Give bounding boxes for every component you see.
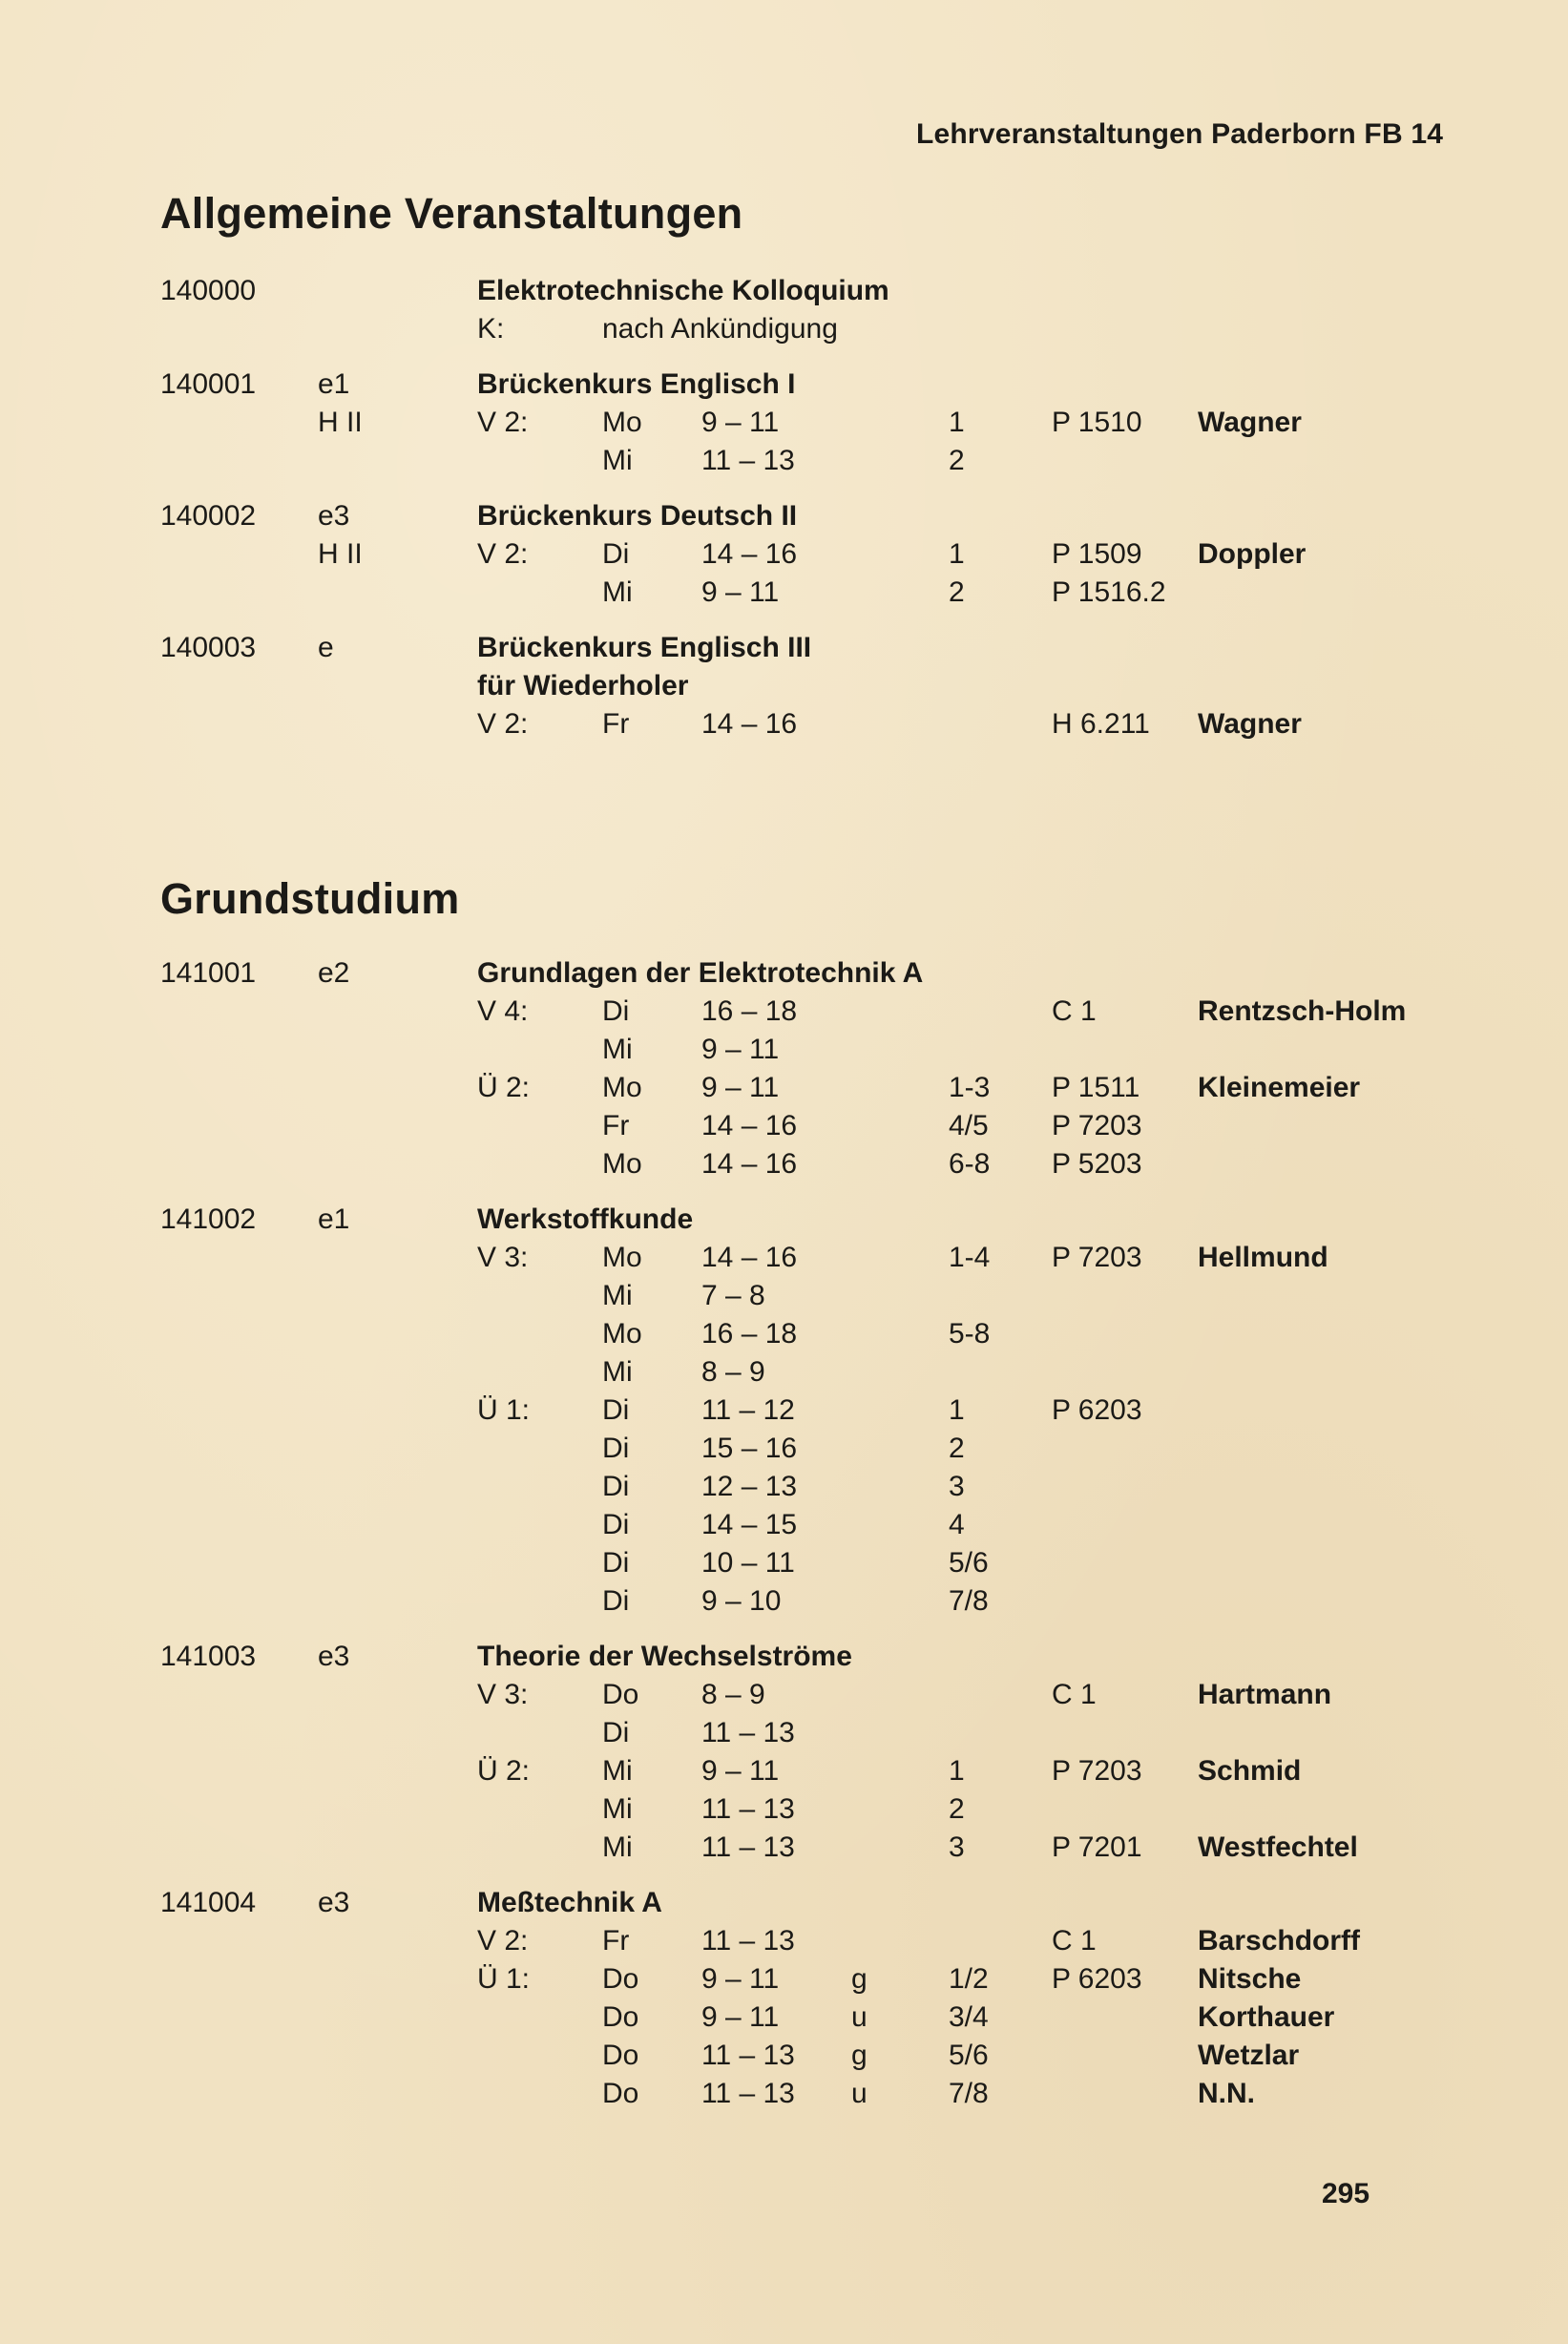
- time-slot: 9 – 11: [701, 1072, 780, 1103]
- time-slot: 14 – 16: [701, 1148, 798, 1180]
- weekday: Mo: [602, 407, 642, 438]
- course-number: 140003: [160, 632, 257, 663]
- course-title: Meßtechnik A: [477, 1887, 662, 1918]
- session-type: Ü 1:: [477, 1963, 531, 1995]
- weekday: Mi: [602, 445, 633, 476]
- course-title: Brückenkurs Englisch I: [477, 368, 796, 400]
- group-number: 5-8: [949, 1318, 991, 1350]
- course-number: 141002: [160, 1203, 257, 1235]
- room: P 6203: [1052, 1394, 1142, 1426]
- course-number: 141003: [160, 1641, 257, 1672]
- schedule-row: [0, 1790, 1568, 1829]
- weekday: Di: [602, 1585, 630, 1617]
- course-code: e1: [318, 1203, 350, 1235]
- weekday: Mi: [602, 1034, 633, 1065]
- lecturer: Wetzlar: [1198, 2040, 1300, 2071]
- time-slot: 11 – 13: [701, 1793, 795, 1825]
- lecturer: Rentzsch-Holm: [1198, 995, 1407, 1027]
- session-type: V 4:: [477, 995, 529, 1027]
- group-number: 1: [949, 538, 965, 570]
- course-code: e3: [318, 1641, 350, 1672]
- course-title-row: [0, 1884, 1568, 1922]
- lecturer: Korthauer: [1198, 2001, 1335, 2033]
- course-entry: [0, 497, 1568, 612]
- course-title: Brückenkurs Englisch III: [477, 632, 812, 663]
- weekday: Di: [602, 1433, 630, 1464]
- course-level: H II: [318, 407, 363, 438]
- course-list-grundstudium: [0, 954, 1568, 2130]
- room: P 1509: [1052, 538, 1142, 570]
- time-slot: 9 – 11: [701, 576, 780, 608]
- schedule-row: [0, 1752, 1568, 1790]
- room: P 7203: [1052, 1242, 1142, 1273]
- schedule-row: [0, 1353, 1568, 1392]
- group-number: 7/8: [949, 1585, 989, 1617]
- group-marker: u: [851, 2001, 868, 2033]
- time-slot: 12 – 13: [701, 1471, 798, 1502]
- course-title-row: [0, 1638, 1568, 1676]
- room: P 7203: [1052, 1755, 1142, 1787]
- course-number: 140001: [160, 368, 257, 400]
- time-slot: 11 – 13: [701, 2040, 795, 2071]
- time-slot: 9 – 11: [701, 1963, 780, 1995]
- group-number: 1/2: [949, 1963, 989, 1995]
- course-title-row: [0, 1201, 1568, 1239]
- weekday: Mo: [602, 1072, 642, 1103]
- room: P 5203: [1052, 1148, 1142, 1180]
- schedule-row: [0, 1922, 1568, 1960]
- weekday: Mi: [602, 1280, 633, 1311]
- time-slot: 9 – 10: [701, 1585, 782, 1617]
- schedule-row: [0, 1468, 1568, 1506]
- group-number: 3: [949, 1471, 965, 1502]
- course-entry: [0, 272, 1568, 348]
- course-title: Werkstoffkunde: [477, 1203, 694, 1235]
- time-slot: 11 – 13: [701, 1717, 795, 1748]
- course-title: für Wiederholer: [477, 670, 689, 701]
- schedule-row: [0, 442, 1568, 480]
- schedule-row: [0, 574, 1568, 612]
- weekday: Fr: [602, 1925, 630, 1957]
- lecturer: Wagner: [1198, 708, 1302, 740]
- time-slot: 14 – 15: [701, 1509, 798, 1540]
- group-number: 2: [949, 1793, 965, 1825]
- lecturer: Wagner: [1198, 407, 1302, 438]
- lecturer: Hartmann: [1198, 1679, 1332, 1710]
- session-type: Ü 2:: [477, 1755, 531, 1787]
- group-marker: g: [851, 1963, 868, 1995]
- session-type: K:: [477, 313, 505, 345]
- schedule-row: [0, 1239, 1568, 1277]
- weekday: Mi: [602, 1793, 633, 1825]
- lecturer: Westfechtel: [1198, 1831, 1358, 1863]
- room: P 1510: [1052, 407, 1142, 438]
- time-slot: 14 – 16: [701, 708, 798, 740]
- course-title-row: [0, 629, 1568, 667]
- lecturer: Kleinemeier: [1198, 1072, 1361, 1103]
- weekday: Di: [602, 1717, 630, 1748]
- group-number: 2: [949, 1433, 965, 1464]
- group-number: 3/4: [949, 2001, 989, 2033]
- course-title-row: [0, 497, 1568, 535]
- schedule-row: [0, 1582, 1568, 1621]
- time-slot: 10 – 11: [701, 1547, 795, 1579]
- lecturer: N.N.: [1198, 2078, 1255, 2109]
- weekday: Fr: [602, 708, 630, 740]
- time-slot: 9 – 11: [701, 2001, 780, 2033]
- time-slot: 9 – 11: [701, 1034, 780, 1065]
- course-title-row: [0, 272, 1568, 310]
- group-number: 1: [949, 1394, 965, 1426]
- schedule-row: [0, 1506, 1568, 1544]
- weekday: Fr: [602, 1110, 630, 1141]
- group-number: 3: [949, 1831, 965, 1863]
- room: P 7203: [1052, 1110, 1142, 1141]
- time-slot: 14 – 16: [701, 538, 798, 570]
- course-entry: [0, 1638, 1568, 1867]
- time-slot: 14 – 16: [701, 1242, 798, 1273]
- weekday: Di: [602, 1509, 630, 1540]
- lecturer: Schmid: [1198, 1755, 1302, 1787]
- weekday: Do: [602, 2001, 639, 2033]
- course-code: e3: [318, 500, 350, 532]
- session-type: V 2:: [477, 708, 529, 740]
- section-title-grundstudium: Grundstudium: [160, 874, 460, 923]
- group-marker: g: [851, 2040, 868, 2071]
- time-slot: 16 – 18: [701, 995, 798, 1027]
- time-slot: 7 – 8: [701, 1280, 765, 1311]
- room: P 1511: [1052, 1072, 1140, 1103]
- course-number: 141004: [160, 1887, 257, 1918]
- weekday: Mi: [602, 1356, 633, 1388]
- weekday: Di: [602, 1547, 630, 1579]
- session-type: V 3:: [477, 1679, 529, 1710]
- course-title: Grundlagen der Elektrotechnik A: [477, 957, 924, 989]
- schedule-row: [0, 1145, 1568, 1183]
- group-number: 4: [949, 1509, 965, 1540]
- weekday: Di: [602, 995, 630, 1027]
- session-type: V 2:: [477, 407, 529, 438]
- group-number: 7/8: [949, 2078, 989, 2109]
- schedule-row: [0, 1107, 1568, 1145]
- time-slot: 9 – 11: [701, 407, 780, 438]
- session-note: nach Ankündigung: [602, 313, 838, 345]
- section-title-allgemeine: Allgemeine Veranstaltungen: [160, 189, 743, 238]
- schedule-row: [0, 535, 1568, 574]
- schedule-row: [0, 310, 1568, 348]
- course-title: Theorie der Wechselströme: [477, 1641, 852, 1672]
- course-number: 141001: [160, 957, 257, 989]
- weekday: Mi: [602, 1755, 633, 1787]
- course-entry: [0, 366, 1568, 480]
- course-entry: [0, 629, 1568, 743]
- course-code: e3: [318, 1887, 350, 1918]
- room: P 6203: [1052, 1963, 1142, 1995]
- weekday: Di: [602, 538, 630, 570]
- weekday: Di: [602, 1394, 630, 1426]
- schedule-row: [0, 1392, 1568, 1430]
- schedule-row: [0, 1676, 1568, 1714]
- weekday: Mo: [602, 1242, 642, 1273]
- weekday: Di: [602, 1471, 630, 1502]
- weekday: Do: [602, 1679, 639, 1710]
- course-code: e2: [318, 957, 350, 989]
- schedule-row: [0, 1069, 1568, 1107]
- room: P 1516.2: [1052, 576, 1166, 608]
- weekday: Mi: [602, 576, 633, 608]
- course-level: H II: [318, 538, 363, 570]
- schedule-row: [0, 1714, 1568, 1752]
- room: C 1: [1052, 1925, 1097, 1957]
- course-number: 140002: [160, 500, 257, 532]
- page-number: 295: [1322, 2178, 1370, 2209]
- course-title-row: [0, 366, 1568, 404]
- time-slot: 11 – 13: [701, 1925, 795, 1957]
- course-entry: [0, 1201, 1568, 1621]
- time-slot: 11 – 12: [701, 1394, 795, 1426]
- course-title-row: [0, 667, 1568, 705]
- schedule-row: [0, 1277, 1568, 1315]
- course-entry: [0, 1884, 1568, 2113]
- weekday: Do: [602, 2040, 639, 2071]
- session-type: V 2:: [477, 538, 529, 570]
- course-entry: [0, 954, 1568, 1183]
- weekday: Mo: [602, 1318, 642, 1350]
- group-number: 5/6: [949, 2040, 989, 2071]
- lecturer: Doppler: [1198, 538, 1307, 570]
- lecturer: Barschdorff: [1198, 1925, 1361, 1957]
- time-slot: 16 – 18: [701, 1318, 798, 1350]
- course-number: 140000: [160, 275, 257, 306]
- room: H 6.211: [1052, 708, 1150, 740]
- time-slot: 11 – 13: [701, 1831, 795, 1863]
- weekday: Do: [602, 1963, 639, 1995]
- group-number: 6-8: [949, 1148, 991, 1180]
- running-head: Lehrveranstaltungen Paderborn FB 14: [916, 118, 1444, 150]
- group-number: 4/5: [949, 1110, 989, 1141]
- course-title-row: [0, 954, 1568, 993]
- schedule-row: [0, 1430, 1568, 1468]
- schedule-row: [0, 1829, 1568, 1867]
- session-type: Ü 2:: [477, 1072, 531, 1103]
- time-slot: 9 – 11: [701, 1755, 780, 1787]
- schedule-row: [0, 705, 1568, 743]
- course-title: Elektrotechnische Kolloquium: [477, 275, 889, 306]
- course-code: e: [318, 632, 334, 663]
- schedule-row: [0, 993, 1568, 1031]
- group-number: 2: [949, 576, 965, 608]
- schedule-row: [0, 404, 1568, 442]
- room: C 1: [1052, 1679, 1097, 1710]
- schedule-row: [0, 2037, 1568, 2075]
- time-slot: 8 – 9: [701, 1679, 765, 1710]
- weekday: Mi: [602, 1831, 633, 1863]
- room: P 7201: [1052, 1831, 1142, 1863]
- group-number: 5/6: [949, 1547, 989, 1579]
- schedule-row: [0, 1315, 1568, 1353]
- group-number: 1: [949, 407, 965, 438]
- group-marker: u: [851, 2078, 868, 2109]
- group-number: 1-3: [949, 1072, 991, 1103]
- session-type: V 2:: [477, 1925, 529, 1957]
- time-slot: 15 – 16: [701, 1433, 798, 1464]
- course-code: e1: [318, 368, 350, 400]
- schedule-row: [0, 1031, 1568, 1069]
- time-slot: 11 – 13: [701, 445, 795, 476]
- room: C 1: [1052, 995, 1097, 1027]
- lecturer: Hellmund: [1198, 1242, 1328, 1273]
- course-title: Brückenkurs Deutsch II: [477, 500, 798, 532]
- time-slot: 14 – 16: [701, 1110, 798, 1141]
- course-list-allgemeine: [0, 272, 1568, 761]
- weekday: Mo: [602, 1148, 642, 1180]
- time-slot: 8 – 9: [701, 1356, 765, 1388]
- session-type: V 3:: [477, 1242, 529, 1273]
- group-number: 2: [949, 445, 965, 476]
- group-number: 1-4: [949, 1242, 991, 1273]
- session-type: Ü 1:: [477, 1394, 531, 1426]
- weekday: Do: [602, 2078, 639, 2109]
- group-number: 1: [949, 1755, 965, 1787]
- time-slot: 11 – 13: [701, 2078, 795, 2109]
- schedule-row: [0, 1960, 1568, 1999]
- schedule-row: [0, 1544, 1568, 1582]
- lecturer: Nitsche: [1198, 1963, 1302, 1995]
- schedule-row: [0, 2075, 1568, 2113]
- schedule-row: [0, 1999, 1568, 2037]
